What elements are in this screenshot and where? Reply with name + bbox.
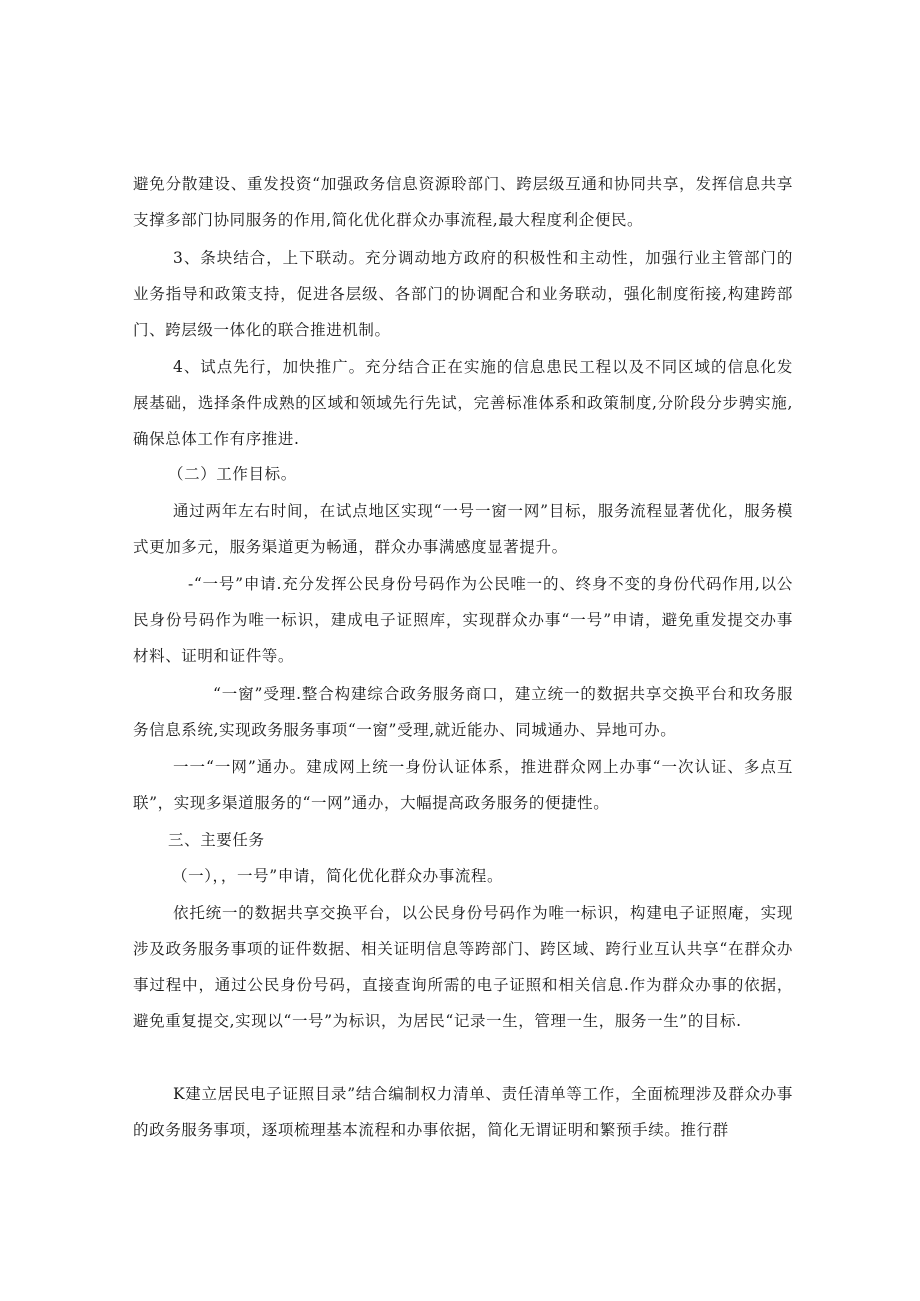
paragraph-goal-overview: 通过两年左右时间，在试点地区实现“一号一窗一网”目标，服务流程显著优化，服务模式更加多元，服务渠道更为畅通，群众办事满感度显著提升。 xyxy=(133,502,793,556)
paragraph-one-window: “一窗”受理.整合构建综合政务服务商口，建立统一的数据共享交换平台和玫务服务信息系统,实现政务服务事项“一窗”受理,就近能办、同城通办、异地可办。 xyxy=(133,685,793,739)
paragraph-certificate-catalog: K建立居民电子证照目录”结合编制权力清单、责任清单等工作，全面梳理涉及群众办事的政务服务事项，逐项梳理基本流程和办事依据，简化无谓证明和繁预手续。推行群 xyxy=(133,1085,793,1139)
section-heading-work-goals: （二）工作目标。 xyxy=(168,465,297,483)
paragraph-one-number: -“一号”申请.充分发挥公民身份号码作为公民唯一的、终身不变的身份代码作用,以公民身份号码作为唯一标识，建成电子证照库，实现群众办事“一号”申请，避免重发提交办事材料、证明和证件等。 xyxy=(133,575,793,665)
paragraph-principle-3: 3、条块结合，上下联动。充分调动地方政府的积极性和主动性，加强行业主管部门的业务指导和政策支持，促进各层级、各部门的协调配合和业务联动，强化制度衔接,构建跨部门、跨层级一体化的联合推进机制。 xyxy=(133,249,793,339)
paragraph-principle-4: 4、试点先行，加快推广。充分结合正在实施的信息患民工程以及不同区域的信息化发展基础，选择条件成熟的区域和领域先行先试，完善标准体系和政策制度,分阶段分步骋实施,确保总体工作有序推进. xyxy=(133,358,793,448)
paragraph-intro: 避免分散建设、重发投资“加强政务信息资源聆部门、跨层级互通和协同共享，发挥信息共享支撑多部门协同服务的作用,简化优化群众办事流程,最大程度利企便民。 xyxy=(133,175,793,229)
paragraph-data-sharing: 依托统一的数据共享交换平台，以公民身份号码作为唯一标识，构建电子证照庵，实现涉及政务服务事项的证件数据、相关证明信息等跨部门、跨区域、跨行业互认共享“在群众办事过程中，通过公民身份号码，直接查询所需的电子证照和相关信息.作为群众办事的依据，避免重复提交,实现以“一号”为标识，为居民“记录一生，管理一生，服务一生”的目标. xyxy=(133,904,793,1030)
paragraph-one-network: 一一“一网”通办。建成网上统一身份认证体系，推进群众网上办事“一次认证、多点互联”，实现多渠道服务的“一网”通办，大幅提高政务服务的便捷性。 xyxy=(133,758,793,812)
section-heading-main-tasks: 三、主要任务 xyxy=(168,831,265,849)
subsection-heading-one-number-application: （一），，一号”申请，简化优化群众办事流程。 xyxy=(172,867,504,885)
